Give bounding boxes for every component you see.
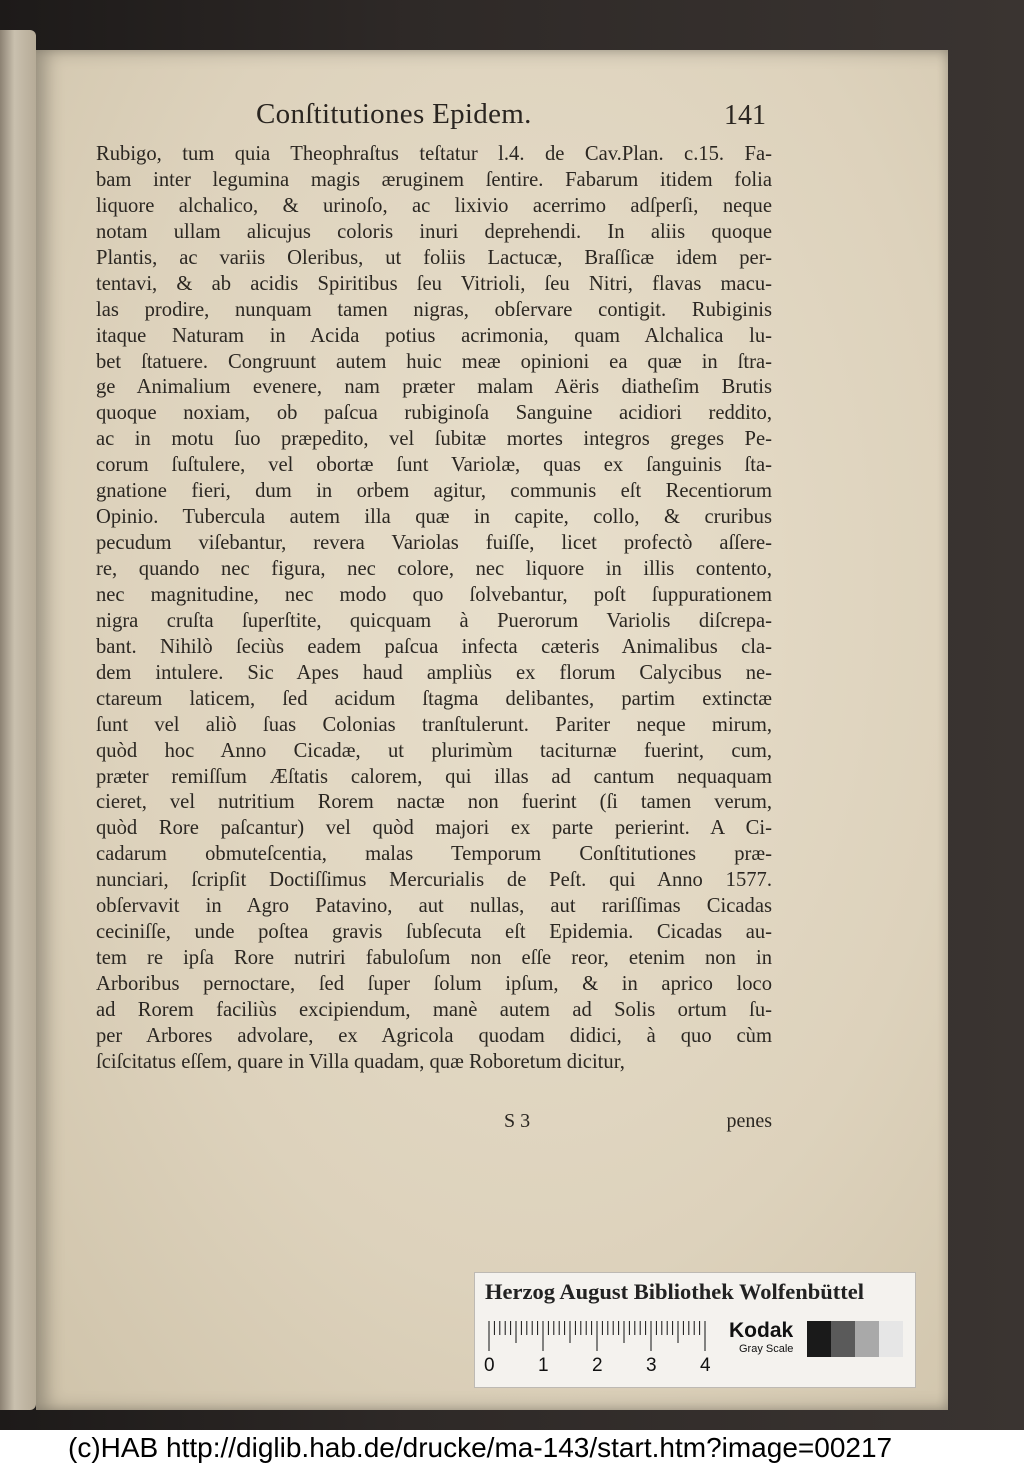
gray-patch (831, 1321, 855, 1357)
text-line: ad Rorem faciliùs excipiendum, manè autem ad Solis ortum ſu- (96, 998, 772, 1021)
gray-patch (855, 1321, 879, 1357)
catchword: penes (726, 1110, 772, 1132)
text-line: obſervavit in Agro Patavino, aut nullas, aut rariſſimas Cicadas (96, 895, 772, 918)
text-line: quòd hoc Anno Cicadæ, ut plurimùm taciturnæ fuerint, cum, (96, 739, 772, 762)
text-line: notam ullam alicujus coloris inuri deprehendi. In aliis quoque (96, 220, 772, 243)
text-line: ſciſcitatus eſſem, quare in Villa quadam, quæ Roboretum dicitur, (96, 1050, 625, 1073)
text-line: tentavi, & ab acidis Spiritibus ſeu Vitrioli, ſeu Nitri, flavas macu- (96, 272, 772, 295)
gray-scale-label: Gray Scale (739, 1343, 794, 1355)
gray-scale-patches (807, 1321, 903, 1357)
text-line: cadarum obmuteſcentia, malas Temporum Conſtitutiones præ- (96, 843, 772, 866)
text-line: Opinio. Tubercula autem illa quæ in capite, collo, & cruribus (96, 506, 772, 529)
text-line: nec magnitudine, nec modo quo ſolvebantur, poſt ſuppurationem (96, 583, 772, 606)
text-line: bet ſtatuere. Congruunt autem huic meæ opinioni ea quæ in ſtra- (96, 350, 772, 373)
gray-patch (807, 1321, 831, 1357)
text-line: præter remiſſum Æſtatis calorem, qui illas ad cantum nequaquam (96, 765, 772, 788)
text-line: las prodire, nunquam tamen nigras, obſervare contigit. Rubiginis (96, 298, 772, 321)
ruler-number: 4 (700, 1355, 711, 1376)
caption-bar (0, 1430, 1024, 1470)
text-line: quòd Rore paſcantur) vel quòd majori ex parte perierint. A Ci- (96, 817, 772, 840)
body-text (96, 142, 772, 1076)
text-line: ceciniſſe, unde poſtea gravis ſubſecuta eſt Epidemia. Cicadas au- (96, 921, 772, 944)
signature-mark: S 3 (504, 1110, 531, 1132)
text-line: Rubigo, tum quia Theophraſtus teſtatur l.4. de Cav.Plan. c.15. Fa- (96, 143, 772, 165)
kodak-label (727, 1319, 807, 1359)
previous-page-edge (0, 30, 36, 1410)
ruler-ticks (487, 1319, 715, 1353)
text-line: ſunt vel aliò ſuas Colonias tranſtulerunt. Pariter neque mirum, (96, 713, 772, 736)
text-line: ge Animalium evenere, nam præter malam Aëris diatheſim Brutis (96, 376, 772, 399)
text-line: dem intulere. Sic Apes haud ampliùs ex florum Calycibus ne- (96, 661, 772, 684)
text-line: nigra cruſta ſuperſtite, quicquam à Puerorum Variolis diſcrepa- (96, 609, 772, 632)
text-line: tem re ipſa Rore nutriri fabuloſum non eſſe reor, etenim non in (96, 947, 772, 970)
ruler-number: 0 (484, 1355, 495, 1376)
text-line: corum ſuſtulere, vel obortæ ſunt Variolæ, quas ex ſanguinis ſta- (96, 454, 772, 477)
text-line: bam inter legumina magis æruginem ſentire. Fabarum itidem folia (96, 168, 772, 191)
text-line: per Arbores advolare, ex Agricola quodam didici, à quo cùm (96, 1024, 772, 1047)
text-line: Plantis, ac variis Oleribus, ut foliis Lactucæ, Braſſicæ idem per- (96, 246, 772, 269)
ruler-number: 3 (646, 1355, 657, 1376)
text-line: ac in motu ſuo præpedito, vel ſubitæ mortes integros greges Pe- (96, 428, 772, 451)
page-footer (96, 1108, 772, 1136)
library-name: Herzog August Bibliothek Wolfenbüttel (485, 1279, 864, 1304)
text-line: itaque Naturam in Acida potius acrimonia, quam Alchalica lu- (96, 324, 772, 347)
ruler-number: 2 (592, 1355, 603, 1376)
text-line: nunciari, ſcripſit Doctiſſimus Mercurialis de Peſt. qui Anno 1577. (96, 869, 772, 892)
text-line: cieret, vel nutritium Rorem nactæ non fuerint (ſi tamen verum, (96, 791, 772, 814)
header-title: Conſtitutiones Epidem. (256, 98, 532, 130)
text-line: liquore alchalico, & urinoſo, ac lixivio acerrimo adſperſi, neque (96, 194, 772, 217)
page-number: 141 (724, 100, 766, 131)
gray-patch (879, 1321, 903, 1357)
running-head (36, 96, 948, 146)
text-line: ctareum laticem, ſed acidum ſtagma delibantes, partim extinctæ (96, 687, 772, 710)
text-line: quoque noxiam, ob paſcua rubiginoſa Sanguine acidiori reddito, (96, 402, 772, 425)
text-line: pecudum viſebantur, revera Variolas fuiſſe, licet profectò aſſere- (96, 532, 772, 555)
text-line: gnatione fieri, dum in orbem agitur, communis eſt Recentiorum (96, 480, 772, 503)
copyright-caption: (c)HAB http://diglib.hab.de/drucke/ma-143/start.htm?image=00217 (68, 1432, 893, 1463)
kodak-logo-text: Kodak (729, 1319, 794, 1342)
text-line: bant. Nihilò ſeciùs eadem paſcua infecta cæteris Animalibus cla- (96, 635, 772, 658)
text-line: Arboribus pernoctare, ſed ſuper ſolum ipſum, & in aprico loco (96, 973, 772, 995)
text-line: re, quando nec figura, nec colore, nec liquore in illis contento, (96, 558, 772, 580)
color-target-card (474, 1272, 916, 1388)
ruler (484, 1319, 715, 1383)
ruler-number: 1 (538, 1355, 549, 1376)
